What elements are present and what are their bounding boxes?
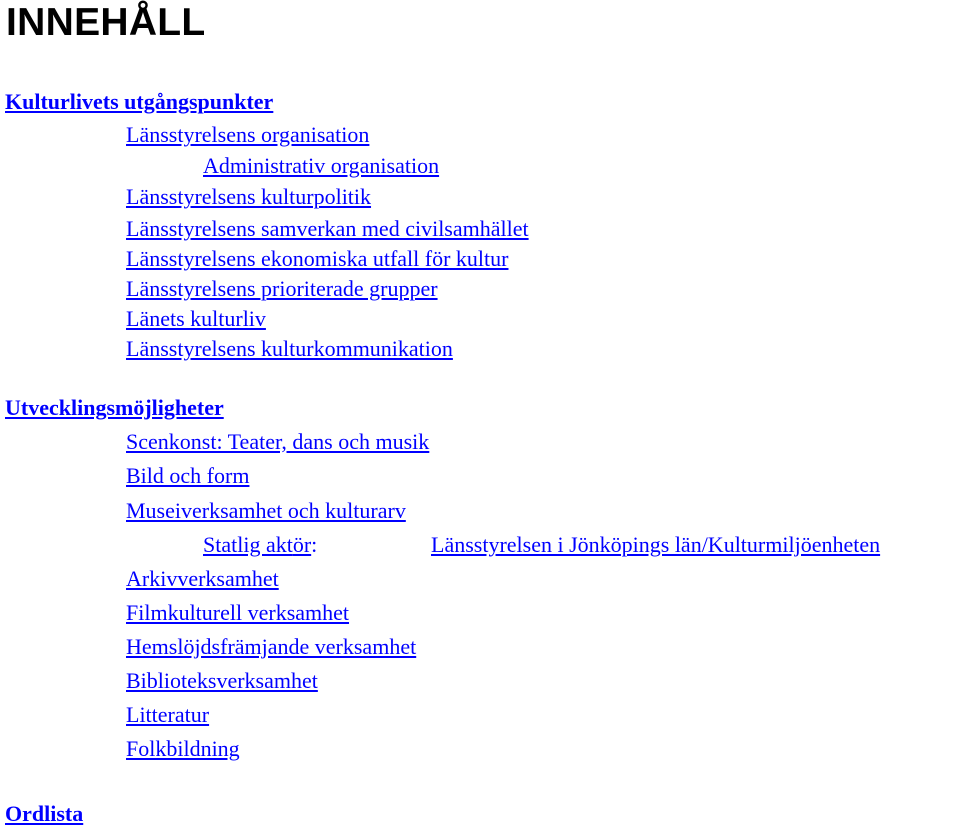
toc-item-lansstyrelsens-samverkan[interactable]: Länsstyrelsens samverkan med civilsamhället (126, 216, 529, 241)
statlig-aktor-colon: : (311, 532, 318, 557)
toc-section-ordlista[interactable]: Ordlista (5, 801, 84, 826)
toc-item-litteratur[interactable]: Litteratur (126, 702, 210, 727)
toc-item-lansstyrelsens-prioriterade-grupper[interactable]: Länsstyrelsens prioriterade grupper (126, 276, 438, 301)
toc-item-lanets-kulturliv[interactable]: Länets kulturliv (126, 306, 266, 331)
toc-item-bild-och-form[interactable]: Bild och form (126, 463, 250, 488)
toc-item-arkivverksamhet[interactable]: Arkivverksamhet (126, 566, 279, 591)
toc-item-lansstyrelsens-ekonomiska-utfall[interactable]: Länsstyrelsens ekonomiska utfall för kultur (126, 246, 509, 271)
statlig-aktor-link[interactable]: Länsstyrelsen i Jönköpings län/Kulturmiljöenheten (431, 532, 881, 557)
toc-item-folkbildning[interactable]: Folkbildning (126, 736, 240, 761)
toc-item-administrativ-organisation[interactable]: Administrativ organisation (203, 153, 440, 178)
toc-item-lansstyrelsens-kulturpolitik[interactable]: Länsstyrelsens kulturpolitik (126, 184, 372, 209)
toc-section-utvecklingsmojligheter[interactable]: Utvecklingsmöjligheter (5, 395, 224, 420)
page-title: INNEHÅLL (6, 1, 206, 44)
statlig-aktor-row (203, 532, 317, 558)
toc-item-lansstyrelsens-organisation[interactable]: Länsstyrelsens organisation (126, 122, 370, 147)
toc-section-kulturlivets-utgangspunkter[interactable]: Kulturlivets utgångspunkter (5, 89, 274, 114)
toc-item-filmkulturell-verksamhet[interactable]: Filmkulturell verksamhet (126, 600, 350, 625)
statlig-aktor-label[interactable]: Statlig aktör (203, 532, 312, 557)
toc-item-lansstyrelsens-kulturkommunikation[interactable]: Länsstyrelsens kulturkommunikation (126, 336, 453, 361)
toc-item-hemslojdsframjande[interactable]: Hemslöjdsfrämjande verksamhet (126, 634, 417, 659)
toc-item-scenkonst[interactable]: Scenkonst: Teater, dans och musik (126, 429, 430, 454)
toc-item-museiverksamhet[interactable]: Museiverksamhet och kulturarv (126, 498, 406, 523)
toc-item-biblioteksverksamhet[interactable]: Biblioteksverksamhet (126, 668, 318, 693)
